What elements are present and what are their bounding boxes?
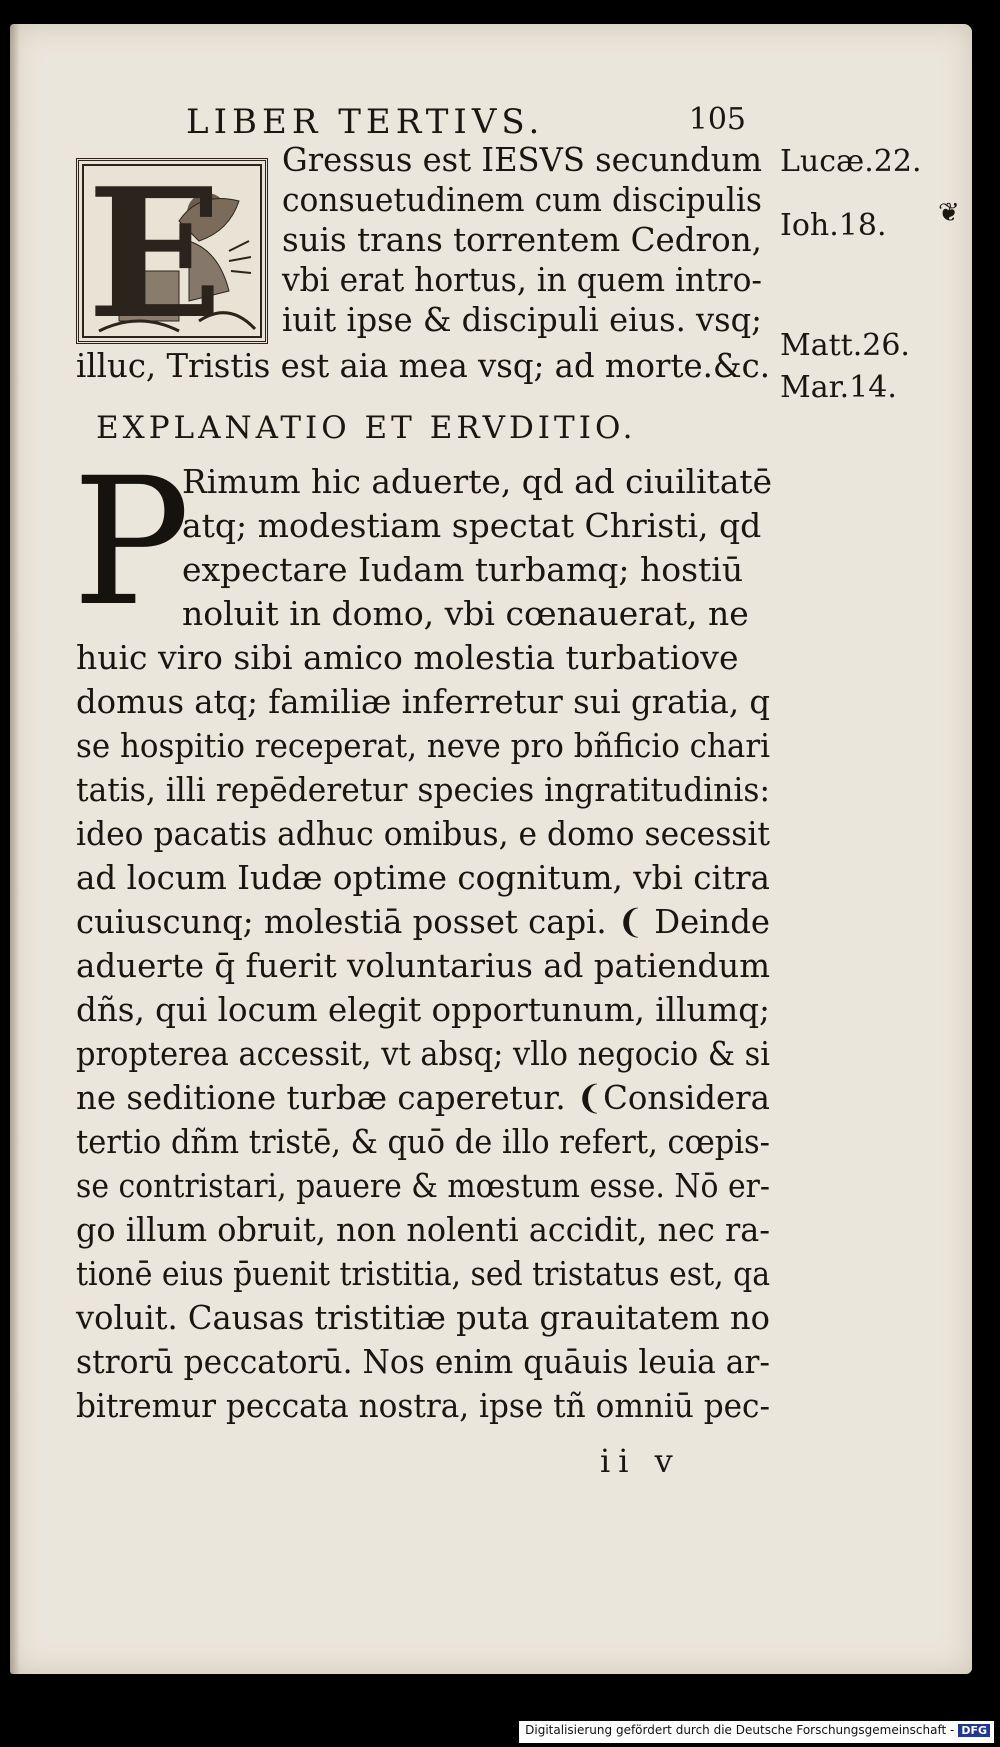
body-line: atq; modestiam spectat Christi, qd bbox=[182, 506, 762, 545]
body-line: tionē eius p̄uenit tristitia, sed tristatus est, qa bbox=[76, 1254, 770, 1293]
body-line: voluit. Causas tristitiæ puta grauitatem no bbox=[76, 1298, 770, 1337]
body-line: huic viro sibi amico molestia turbatiove bbox=[76, 638, 739, 677]
intro-line: illuc, Tristis est aia mea vsq; ad morte.&c. bbox=[76, 346, 770, 385]
drop-cap: P bbox=[72, 440, 191, 645]
body-line: aduerte q̄ fuerit voluntarius ad patiendum bbox=[76, 946, 770, 985]
running-head: LIBER TERTIVS. bbox=[186, 102, 545, 142]
body-line: domus atq; familiæ inferretur sui gratia, q bbox=[76, 682, 770, 721]
intro-line: suis trans torrentem Cedron, bbox=[282, 220, 762, 259]
woodcut-initial bbox=[76, 149, 268, 358]
body-line: propterea accessit, vt absq; vllo negocio & si bbox=[76, 1034, 770, 1073]
intro-line: Gressus est IESVS secundum bbox=[282, 140, 762, 179]
footer-text: Digitalisierung gefördert durch die Deutsche Forschungsgemeinschaft - bbox=[525, 1723, 955, 1737]
margin-note-john: Ioh.18. bbox=[780, 208, 887, 243]
body-line: ideo pacatis adhuc omibus, e domo secessit bbox=[76, 814, 770, 853]
folio-number: 105 bbox=[688, 102, 746, 137]
dfg-logo: DFG bbox=[958, 1724, 990, 1737]
body-line: strorū peccatorū. Nos enim quāuis leuia ar- bbox=[76, 1342, 770, 1381]
digitization-footer bbox=[519, 1721, 994, 1743]
body-line: Rimum hic aduerte, qd ad ciuilitatē bbox=[182, 462, 772, 501]
body-line: tatis, illi repēderetur species ingratitudinis: bbox=[76, 770, 770, 809]
intro-line: vbi erat hortus, in quem intro- bbox=[282, 260, 762, 299]
body-line: go illum obruit, non nolenti accidit, nec ra- bbox=[76, 1210, 770, 1249]
body-line: noluit in domo, vbi cœnauerat, ne bbox=[182, 594, 749, 633]
body-line: expectare Iudam turbamq; hostiū bbox=[182, 550, 744, 589]
body-line: se hospitio receperat, neve pro bñficio chari bbox=[76, 726, 770, 765]
body-line: bitremur peccata nostra, ipse tñ omniū pec- bbox=[76, 1386, 770, 1425]
section-heading: EXPLANATIO ET ERVDITIO. bbox=[96, 410, 637, 446]
signature-mark: ii v bbox=[600, 1442, 681, 1480]
body-line: cuiuscunq; molestiā posset capi. ❨ Deinde bbox=[76, 902, 770, 941]
body-line: dñs, qui locum elegit opportunum, illumq; bbox=[76, 990, 770, 1029]
woodcut-letter: E bbox=[87, 149, 223, 358]
margin-note-matthew: Matt.26. bbox=[780, 328, 910, 363]
margin-note-mark: Mar.14. bbox=[780, 370, 897, 405]
margin-note-luke: Lucæ.22. bbox=[780, 144, 922, 179]
margin-symbol: ❦ bbox=[938, 198, 960, 228]
body-line: se contristari, pauere & mœstum esse. Nō er- bbox=[76, 1166, 770, 1205]
body-line: tertio dñm tristē, & quō de illo refert, cœpis- bbox=[76, 1122, 770, 1161]
intro-line: iuit ipse & discipuli eius. vsq; bbox=[282, 300, 762, 339]
body-line: ne seditione turbæ caperetur. ❨Considera bbox=[76, 1078, 770, 1117]
body-line: ad locum Iudæ optime cognitum, vbi citra bbox=[76, 858, 770, 897]
intro-line: consuetudinem cum discipulis bbox=[282, 180, 762, 219]
